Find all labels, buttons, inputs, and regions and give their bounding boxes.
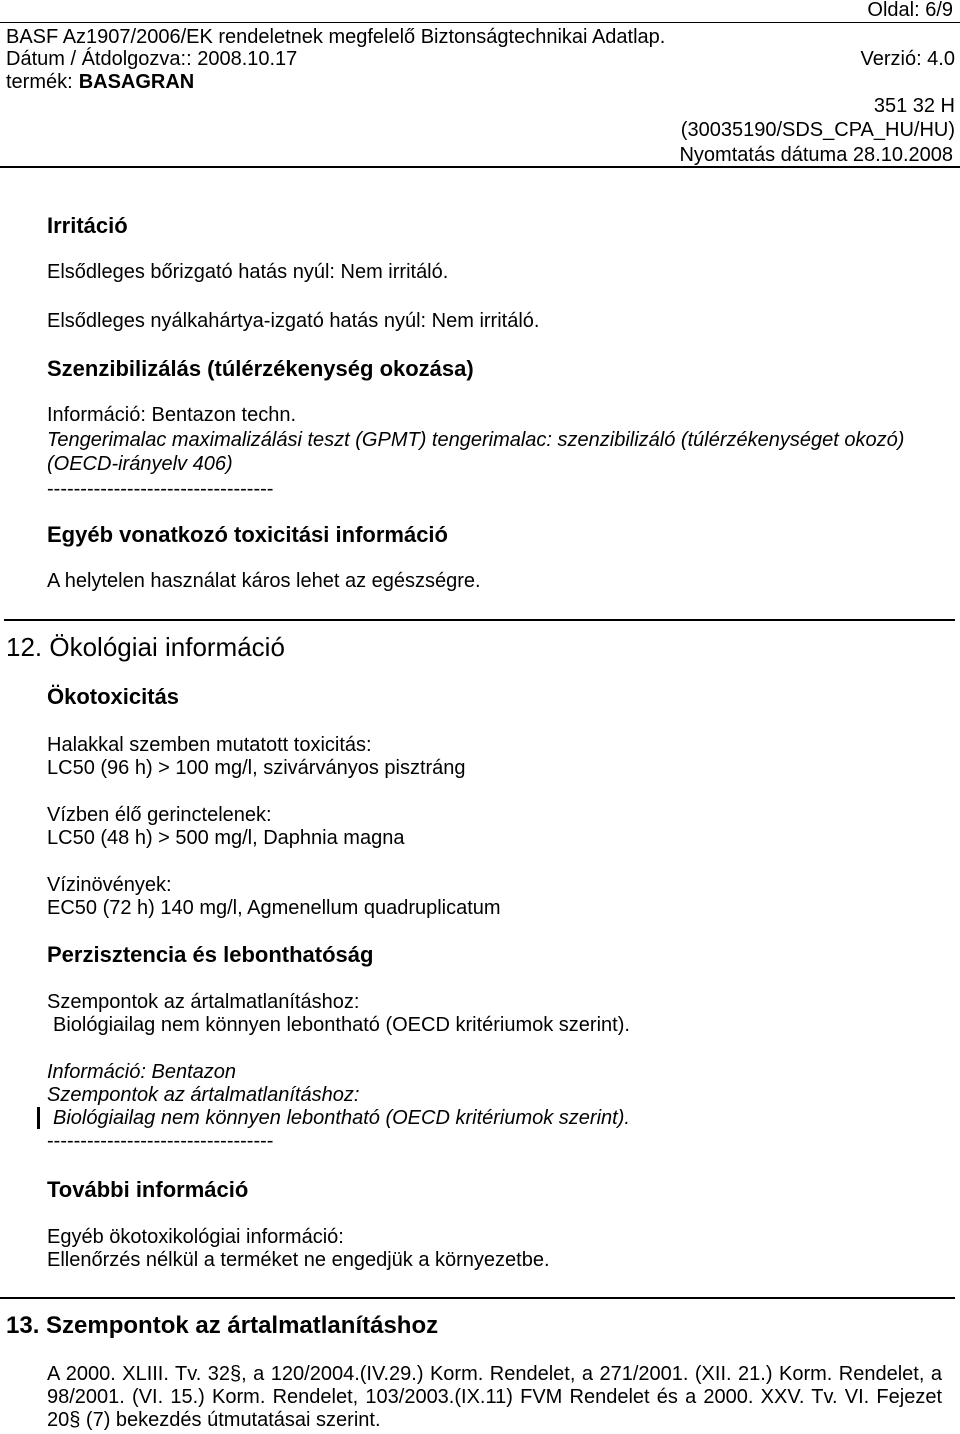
plants-label: Vízinövények:	[47, 874, 172, 896]
section-rule	[0, 1297, 955, 1299]
ecotox-heading: Ökotoxicitás	[47, 684, 180, 709]
section-rule	[4, 619, 955, 621]
revision-date: Dátum / Átdolgozva:: 2008.10.17	[6, 48, 298, 70]
further-info-text: Ellenőrzés nélkül a terméket ne engedjük a környezetbe.	[47, 1249, 550, 1271]
dash-separator: ----------------------------------	[47, 478, 274, 500]
persistence-info: Információ: Bentazon	[47, 1061, 236, 1083]
further-info-heading: További információ	[47, 1177, 249, 1202]
section-13-heading: 13. Szempontok az ártalmatlanításhoz	[6, 1312, 439, 1339]
print-date: Nyomtatás dátuma 28.10.2008	[679, 144, 953, 166]
product-line	[6, 71, 194, 94]
sensitization-test-line2: (OECD-irányelv 406)	[47, 453, 233, 475]
change-bar	[37, 1107, 40, 1129]
sensitization-heading: Szenzibilizálás (túlérzékenység okozása)	[47, 356, 474, 381]
other-toxicity-text: A helytelen használat káros lehet az egészségre.	[47, 570, 481, 592]
product-name: BASAGRAN	[78, 71, 195, 93]
header-bottom-rule	[0, 166, 960, 168]
skin-irritation: Elsődleges bőrizgató hatás nyúl: Nem irritáló.	[47, 261, 449, 283]
product-label: termék:	[6, 71, 73, 93]
criteria-value: Biológiailag nem könnyen lebontható (OECD kritériumok szerint).	[53, 1014, 630, 1036]
disposal-text-line: A 2000. XLIII. Tv. 32§, a 120/2004.(IV.29.) Korm. Rendelet, a 271/2001. (XII. 21.) Korm. Rendelet, a	[47, 1363, 942, 1385]
header-top-rule	[0, 22, 960, 23]
fish-label: Halakkal szemben mutatott toxicitás:	[47, 734, 372, 756]
invertebrates-value: LC50 (48 h) > 500 mg/l, Daphnia magna	[47, 827, 405, 849]
other-toxicity-heading: Egyéb vonatkozó toxicitási információ	[47, 522, 448, 547]
sds-id: (30035190/SDS_CPA_HU/HU)	[680, 119, 955, 141]
irritation-heading: Irritáció	[47, 213, 128, 238]
plants-value: EC50 (72 h) 140 mg/l, Agmenellum quadruplicatum	[47, 897, 501, 919]
further-info-label: Egyéb ökotoxikológiai információ:	[47, 1226, 344, 1248]
version: Verzió: 4.0	[860, 48, 955, 70]
document-title: BASF Az1907/2006/EK rendeletnek megfelelő Biztonságtechnikai Adatlap.	[6, 26, 666, 48]
disposal-text-line: 98/2001. (VI. 15.) Korm. Rendelet, 103/2003.(IX.11) FVM Rendelet és a 2000. XXV. Tv. VI. Fejezet	[47, 1386, 942, 1408]
dash-separator: ----------------------------------	[47, 1130, 274, 1152]
page-number: Oldal: 6/9	[867, 0, 953, 21]
criteria-label: Szempontok az ártalmatlanításhoz:	[47, 991, 360, 1013]
fish-value: LC50 (96 h) > 100 mg/l, szivárványos pisztráng	[47, 757, 466, 779]
info-criteria-label: Szempontok az ártalmatlanításhoz:	[47, 1084, 360, 1106]
invertebrates-label: Vízben élő gerinctelenek:	[47, 804, 272, 826]
disposal-text-line: 20§ (7) bekezdés útmutatásai szerint.	[47, 1409, 381, 1431]
info-criteria-value: Biológiailag nem könnyen lebontható (OECD kritériumok szerint).	[53, 1107, 630, 1129]
mucosa-irritation: Elsődleges nyálkahártya-izgató hatás nyúl: Nem irritáló.	[47, 310, 540, 332]
section-12-heading: 12. Ökológiai információ	[6, 632, 285, 662]
sensitization-test-line1: Tengerimalac maximalizálási teszt (GPMT) tengerimalac: szenzibilizáló (túlérzékenységet okozó)	[47, 429, 905, 451]
persistence-heading: Perzisztencia és lebonthatóság	[47, 942, 374, 967]
sensitization-info: Információ: Bentazon techn.	[47, 404, 297, 426]
product-code: 351 32 H	[873, 95, 955, 117]
